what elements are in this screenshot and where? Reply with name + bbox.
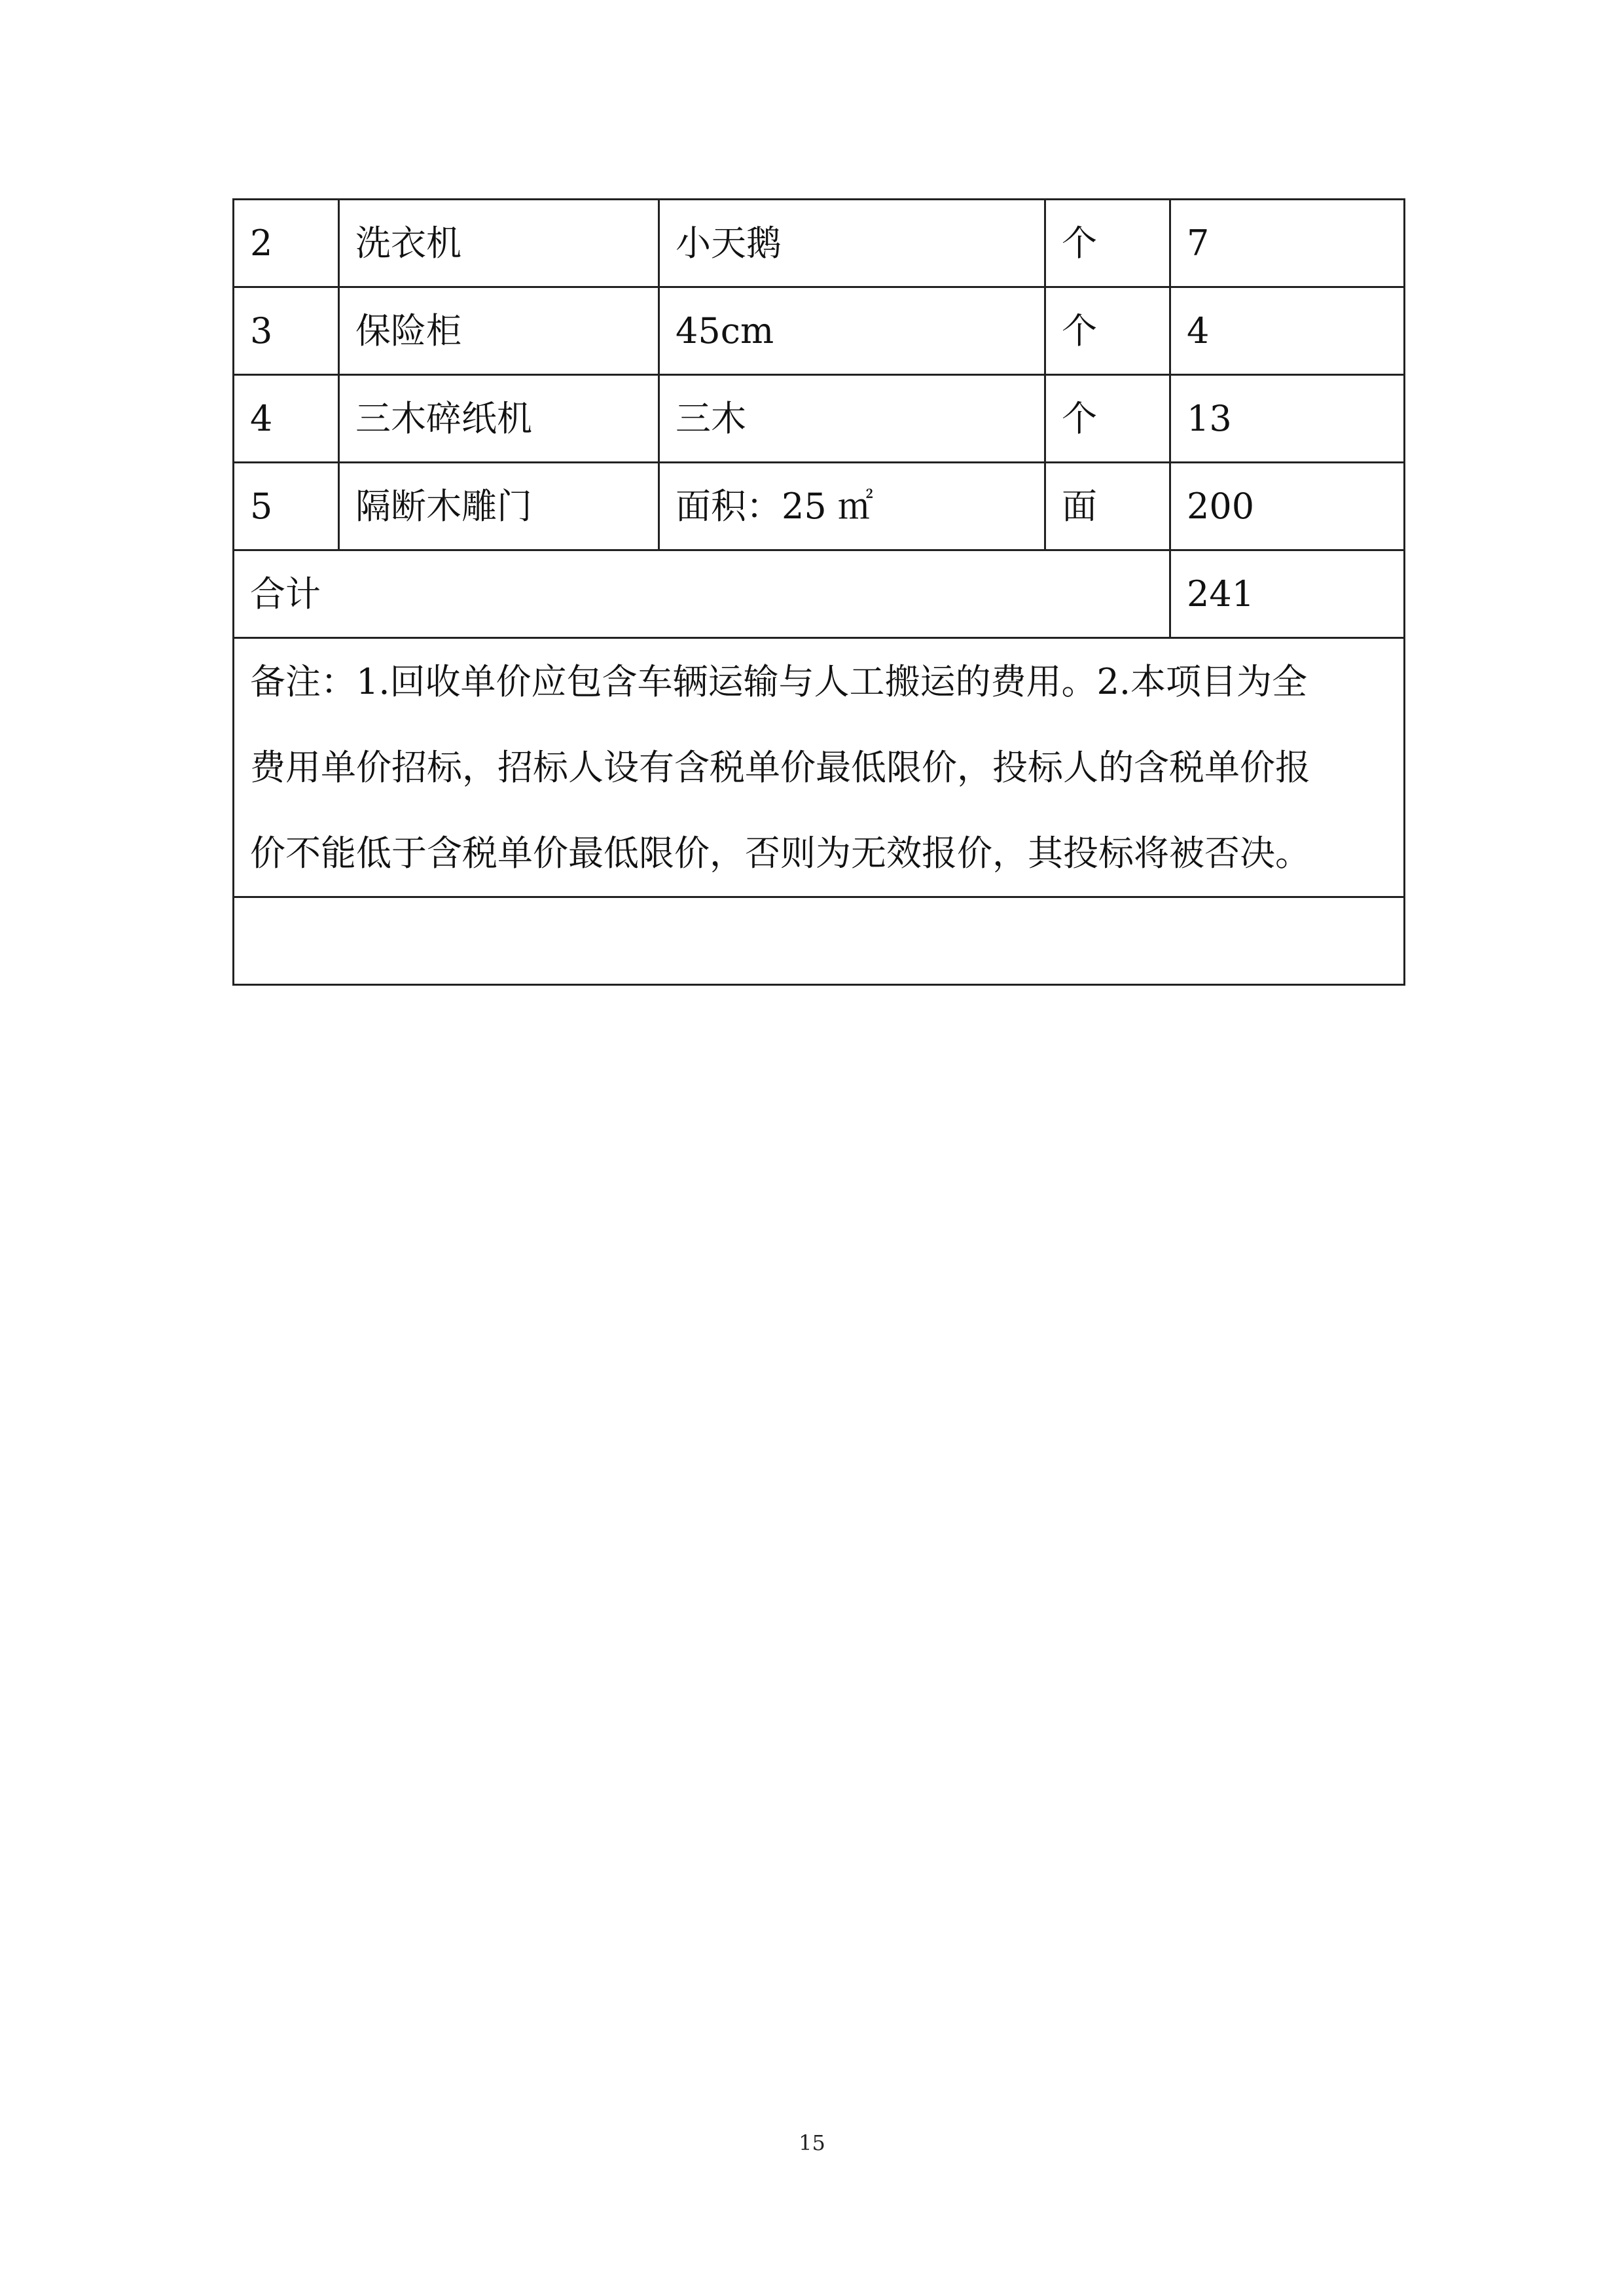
item-spec: 小天鹅 [659,200,1045,287]
item-number: 2 [234,200,339,287]
page-number: 15 [799,2130,825,2155]
item-name: 隔断木雕门 [339,463,659,550]
table-row [234,463,1405,550]
item-quantity: 7 [1170,200,1405,287]
table-row [234,200,1405,287]
blank-cell [234,897,1405,985]
note-row [234,638,1405,897]
item-name: 洗衣机 [339,200,659,287]
recycling-items-table [232,198,1405,986]
total-label: 合计 [234,550,1170,638]
item-name: 三木碎纸机 [339,375,659,463]
item-number: 5 [234,463,339,550]
item-spec: 45cm [659,287,1045,375]
item-unit: 个 [1045,200,1170,287]
item-number: 3 [234,287,339,375]
item-spec: 面积：25 ㎡ [659,463,1045,550]
total-row [234,550,1405,638]
item-unit: 面 [1045,463,1170,550]
note-line: 备注：1.回收单价应包含车辆运输与人工搬运的费用。2.本项目为全 [250,661,1308,702]
item-name: 保险柜 [339,287,659,375]
item-quantity: 200 [1170,463,1405,550]
item-unit: 个 [1045,375,1170,463]
item-quantity: 4 [1170,287,1405,375]
table-row [234,375,1405,463]
item-spec: 三木 [659,375,1045,463]
table-row [234,287,1405,375]
blank-row [234,897,1405,985]
item-number: 4 [234,375,339,463]
note-line: 费用单价招标，招标人设有含税单价最低限价，投标人的含税单价报 [250,747,1310,788]
item-quantity: 13 [1170,375,1405,463]
total-value: 241 [1170,550,1405,638]
item-unit: 个 [1045,287,1170,375]
note-line: 价不能低于含税单价最低限价，否则为无效报价，其投标将被否决。 [250,833,1310,874]
note-cell [234,638,1405,897]
